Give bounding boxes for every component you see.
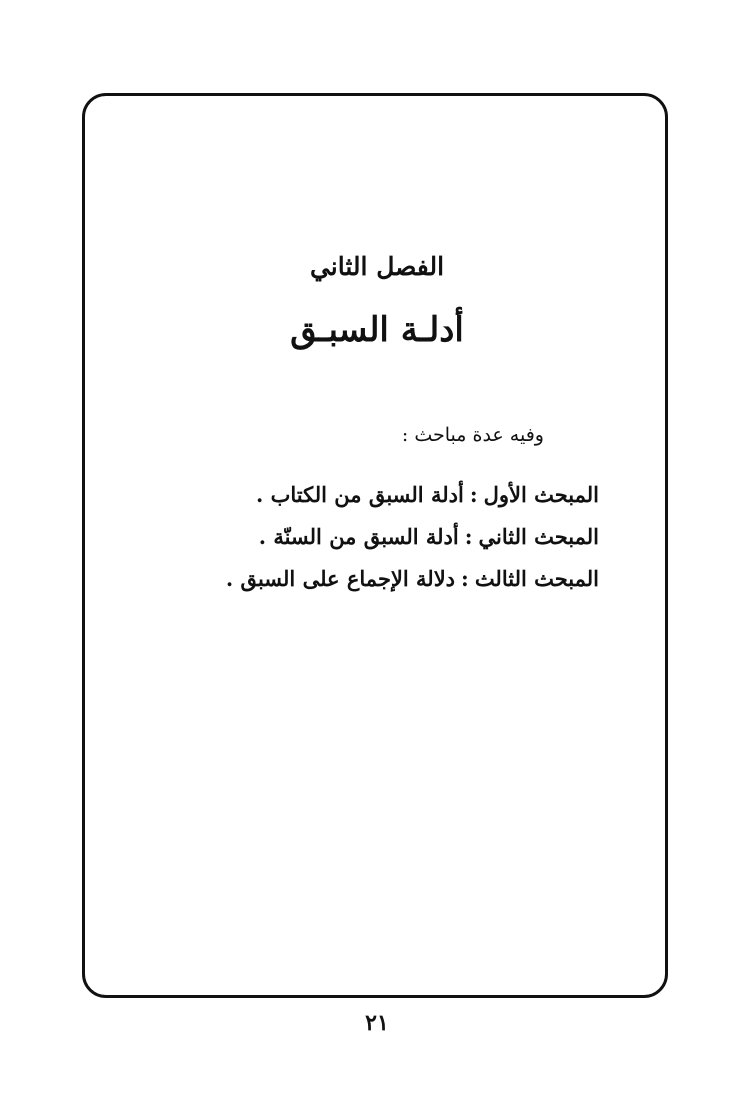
section-separator: : — [461, 566, 469, 591]
section-title: دلالة الإجماع على السبق . — [225, 566, 456, 591]
sections-intro: وفيه عدة مباحث : — [401, 424, 544, 446]
section-item-1 — [226, 478, 599, 520]
section-item-3 — [226, 562, 599, 604]
section-heading: المبحث الثاني — [478, 524, 599, 549]
section-heading: المبحث الثالث — [474, 566, 599, 591]
section-title: أدلة السبق من الكتاب . — [256, 482, 464, 507]
section-separator: : — [469, 482, 478, 507]
page-number: ٢١ — [365, 1010, 389, 1036]
chapter-title: أدلـة السبـق — [290, 310, 464, 350]
section-separator: : — [464, 524, 473, 549]
sections-list — [226, 478, 599, 604]
chapter-label: الفصل الثاني — [309, 252, 445, 281]
section-item-2 — [226, 520, 599, 562]
section-title: أدلة السبق من السنّة . — [258, 524, 459, 549]
section-heading: المبحث الأول — [483, 482, 599, 507]
